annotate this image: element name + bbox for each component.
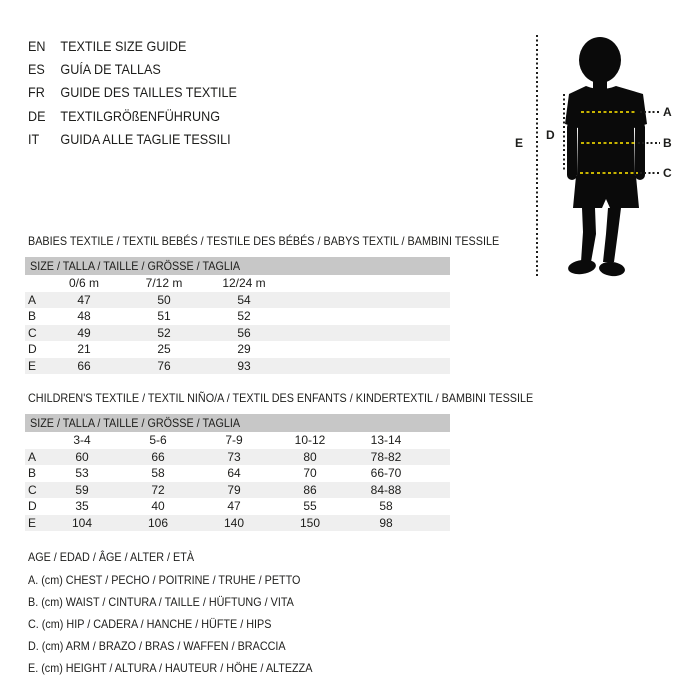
value-cell: 50 <box>157 293 171 307</box>
value-cell: 98 <box>379 515 393 530</box>
column-header-cell: 7-9 <box>225 433 243 447</box>
value-cell: 51 <box>157 309 171 324</box>
value-cell: 54 <box>237 293 251 307</box>
measure-label-b: B <box>663 136 672 150</box>
column-header-cell: 10-12 <box>294 433 326 447</box>
measure-label-e: E <box>515 136 524 150</box>
value-cell: 66-70 <box>370 466 402 481</box>
language-label: GUIDE DES TAILLES TEXTILE <box>60 84 237 101</box>
babies-size-header-bar <box>25 257 450 275</box>
value-cell: 25 <box>157 342 171 357</box>
language-code: IT <box>28 131 40 148</box>
babies-section-title: BABIES TEXTILE / TEXTIL BEBÉS / TESTILE DES BÉBÉS / BABYS TEXTIL / BAMBINI TESSILE <box>28 234 500 248</box>
value-cell: 52 <box>157 325 171 340</box>
value-cell: 84-88 <box>370 482 402 497</box>
row-label-cell: A <box>28 293 37 307</box>
waist-measure-dash <box>581 142 635 144</box>
row-label-cell: E <box>28 515 37 530</box>
column-header-cell: 5-6 <box>149 433 167 447</box>
value-cell: 78-82 <box>370 450 402 464</box>
column-header-cell: 12/24 m <box>222 276 266 290</box>
value-cell: 106 <box>147 515 169 530</box>
legend-height-line: E. (cm) HEIGHT / ALTURA / HAUTEUR / HÖHE / ALTEZZA <box>28 661 313 675</box>
row-label-cell: B <box>28 466 37 481</box>
value-cell: 93 <box>237 358 251 373</box>
row-label-cell: C <box>28 482 37 497</box>
column-header-cell: 7/12 m <box>145 276 183 290</box>
waist-leader-line <box>638 142 660 144</box>
value-cell: 80 <box>303 450 317 464</box>
height-measure-line-e <box>536 35 538 277</box>
children-column-header-row <box>25 432 450 449</box>
hip-leader-line <box>640 172 660 174</box>
value-cell: 64 <box>227 466 241 481</box>
children-size-table <box>25 414 450 531</box>
table-row <box>25 482 450 498</box>
table-row <box>25 515 450 531</box>
value-cell: 55 <box>303 499 317 514</box>
row-label-cell: D <box>28 499 37 514</box>
value-cell: 70 <box>303 466 317 481</box>
measure-label-c: C <box>663 166 672 180</box>
child-silhouette-icon <box>553 36 651 280</box>
value-cell: 79 <box>227 482 241 497</box>
children-section-title: CHILDREN'S TEXTILE / TEXTIL NIÑO/A / TEXTIL DES ENFANTS / KINDERTEXTIL / BAMBINI TESSILE <box>28 391 534 405</box>
language-label: GUIDA ALLE TAGLIE TESSILI <box>60 131 231 148</box>
legend-age-line: AGE / EDAD / ÂGE / ALTER / ETÀ <box>28 550 195 564</box>
value-cell: 150 <box>299 515 321 530</box>
value-cell: 140 <box>223 515 245 530</box>
value-cell: 49 <box>77 325 91 340</box>
value-cell: 35 <box>75 499 89 514</box>
table-row <box>25 449 450 465</box>
language-label: GUÍA DE TALLAS <box>60 61 161 78</box>
babies-size-table <box>25 257 450 374</box>
value-cell: 47 <box>77 293 91 307</box>
column-header-cell: 3-4 <box>73 433 91 447</box>
value-cell: 86 <box>303 482 317 497</box>
column-header-cell: 0/6 m <box>68 276 99 290</box>
measure-label-a: A <box>663 105 672 119</box>
language-code: EN <box>28 37 46 54</box>
legend-chest-line: A. (cm) CHEST / PECHO / POITRINE / TRUHE / PETTO <box>28 573 301 587</box>
value-cell: 21 <box>77 342 91 357</box>
measure-label-d: D <box>546 128 555 142</box>
babies-size-header-text: SIZE / TALLA / TAILLE / GRÖSSE / TAGLIA <box>30 259 241 273</box>
babies-column-header-row <box>25 275 450 292</box>
value-cell: 52 <box>237 309 251 324</box>
row-label-cell: A <box>28 450 37 464</box>
table-row <box>25 325 450 341</box>
table-row <box>25 292 450 308</box>
row-label-cell: D <box>28 342 37 357</box>
row-label-cell: E <box>28 358 37 373</box>
value-cell: 47 <box>227 499 241 514</box>
table-row <box>25 358 450 374</box>
language-code: DE <box>28 107 46 124</box>
value-cell: 104 <box>71 515 93 530</box>
legend-hip-line: C. (cm) HIP / CADERA / HANCHE / HÜFTE / HIPS <box>28 617 272 631</box>
table-row <box>25 308 450 324</box>
language-label: TEXTILGRÖßENFÜHRUNG <box>60 107 221 124</box>
value-cell: 60 <box>75 450 89 464</box>
row-label-cell: B <box>28 309 37 324</box>
column-header-cell: 13-14 <box>370 433 402 447</box>
legend-arm-line: D. (cm) ARM / BRAZO / BRAS / WAFFEN / BRACCIA <box>28 639 286 653</box>
chest-measure-dash <box>581 111 637 113</box>
value-cell: 66 <box>77 358 91 373</box>
value-cell: 40 <box>151 499 165 514</box>
value-cell: 48 <box>77 309 91 324</box>
language-code: FR <box>28 84 45 101</box>
value-cell: 53 <box>75 466 89 481</box>
chest-leader-line <box>640 111 660 113</box>
value-cell: 76 <box>157 358 171 373</box>
value-cell: 29 <box>237 342 251 357</box>
value-cell: 66 <box>151 450 165 464</box>
hip-measure-dash <box>580 172 638 174</box>
value-cell: 58 <box>151 466 165 481</box>
language-label: TEXTILE SIZE GUIDE <box>60 37 187 54</box>
value-cell: 72 <box>151 482 165 497</box>
children-size-header-text: SIZE / TALLA / TAILLE / GRÖSSE / TAGLIA <box>30 416 241 430</box>
arm-measure-line-d <box>563 94 565 170</box>
value-cell: 59 <box>75 482 89 497</box>
children-size-header-bar <box>25 414 450 432</box>
value-cell: 73 <box>227 450 241 464</box>
measurement-figure <box>0 0 700 300</box>
table-row <box>25 341 450 357</box>
table-row <box>25 498 450 514</box>
table-row <box>25 465 450 481</box>
language-code: ES <box>28 61 45 78</box>
value-cell: 58 <box>379 499 393 514</box>
value-cell: 56 <box>237 325 251 340</box>
row-label-cell: C <box>28 325 37 340</box>
legend-waist-line: B. (cm) WAIST / CINTURA / TAILLE / HÜFTUNG / VITA <box>28 595 294 609</box>
